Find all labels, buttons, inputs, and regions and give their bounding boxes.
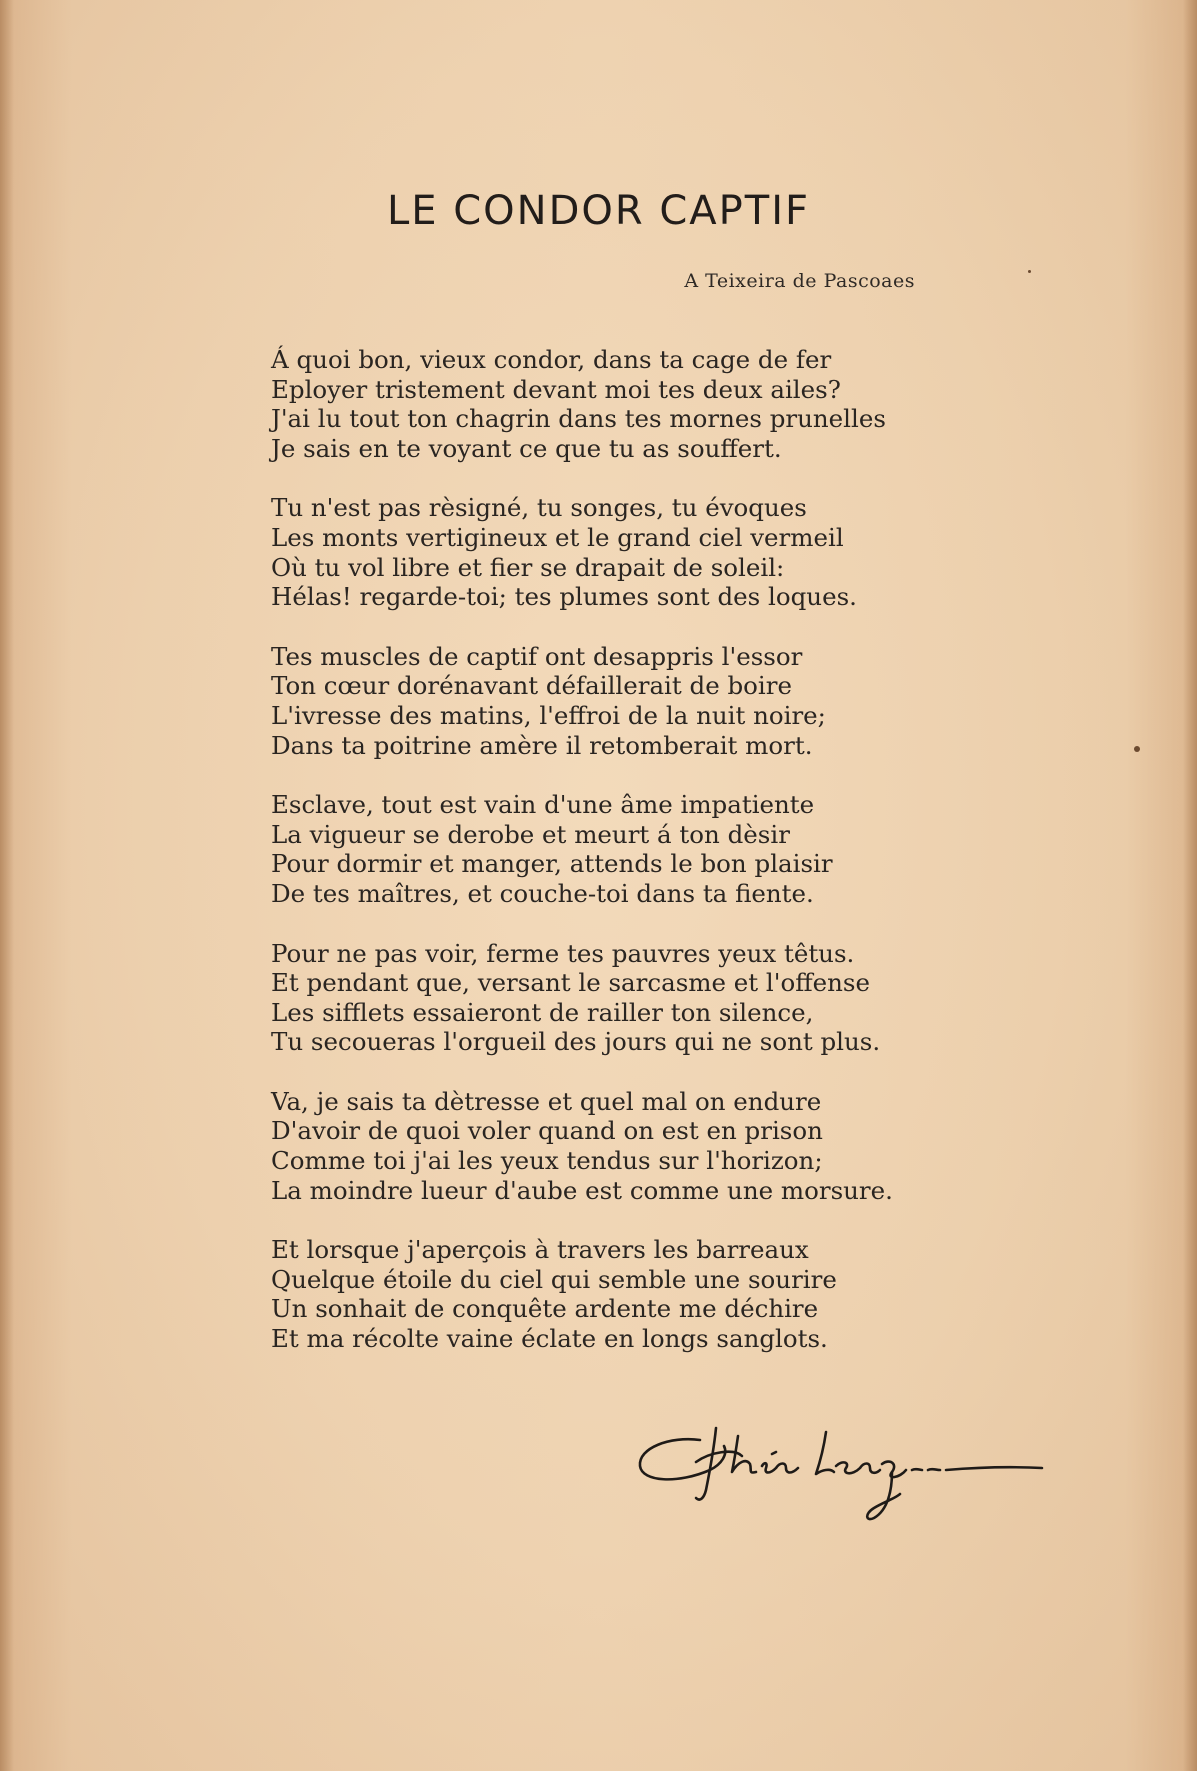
verse-line: La vigueur se derobe et meurt á ton dèsir — [271, 819, 790, 849]
verse-line: Pour dormir et manger, attends le bon plaisir — [271, 849, 833, 879]
verse-line: Et lorsque j'aperçois à travers les barreaux — [271, 1235, 809, 1265]
verse-line: L'ivresse des matins, l'effroi de la nuit noire; — [271, 700, 826, 730]
verse-line: Pour ne pas voir, ferme tes pauvres yeux têtus. — [271, 938, 855, 968]
stanza — [271, 1087, 971, 1205]
verse-line: Quelque étoile du ciel qui semble une sourire — [271, 1264, 837, 1294]
verse-line: Hélas! regarde-toi; tes plumes sont des loques. — [271, 582, 857, 612]
verse-line: Va, je sais ta dètresse et quel mal on endure — [271, 1086, 822, 1116]
verse-line: Et ma récolte vaine éclate en longs sanglots. — [271, 1324, 828, 1354]
stanza — [271, 642, 971, 760]
paper-speck — [1028, 270, 1031, 273]
poem-title: LE CONDOR CAPTIF — [386, 188, 811, 234]
stanza — [271, 939, 971, 1057]
verse-line: Et pendant que, versant le sarcasme et l'offense — [271, 968, 871, 998]
paper-speck — [1134, 746, 1140, 752]
stanza — [271, 790, 971, 908]
stanza — [271, 493, 971, 611]
handwritten-signature — [630, 1418, 1050, 1528]
verse-line: Un sonhait de conquête ardente me déchire — [271, 1294, 819, 1324]
page-edge-right — [1183, 0, 1197, 1771]
verse-line: Les monts vertigineux et le grand ciel vermeil — [271, 522, 844, 552]
verse-line: Je sais en te voyant ce que tu as souffert. — [271, 433, 782, 463]
verse-line: Eployer tristement devant moi tes deux ailes? — [271, 374, 841, 404]
poem-dedication: A Teixeira de Pascoaes — [684, 270, 915, 292]
verse-line: Tes muscles de captif ont desappris l'essor — [271, 641, 803, 671]
poem-body — [271, 345, 971, 1384]
verse-line: Esclave, tout est vain d'une âme impatiente — [271, 790, 815, 820]
stanza — [271, 345, 971, 463]
verse-line: Tu secoueras l'orgueil des jours qui ne sont plus. — [271, 1027, 881, 1057]
verse-line: Les sifflets essaieront de railler ton silence, — [271, 997, 814, 1027]
verse-line: Á quoi bon, vieux condor, dans ta cage de fer — [271, 345, 832, 374]
verse-line: Tu n'est pas rèsigné, tu songes, tu évoques — [271, 493, 807, 523]
verse-line: Où tu vol libre et fier se drapait de soleil: — [271, 552, 785, 582]
verse-line: De tes maîtres, et couche-toi dans ta fiente. — [271, 878, 814, 908]
verse-line: Comme toi j'ai les yeux tendus sur l'horizon; — [271, 1146, 823, 1176]
verse-line: La moindre lueur d'aube est comme une morsure. — [271, 1175, 893, 1205]
verse-line: J'ai lu tout ton chagrin dans tes mornes prunelles — [271, 404, 886, 434]
page-edge-left — [0, 0, 14, 1771]
verse-line: D'avoir de quoi voler quand on est en prison — [271, 1116, 823, 1146]
verse-line: Ton cœur dorénavant défaillerait de boire — [271, 671, 792, 701]
verse-line: Dans ta poitrine amère il retomberait mort. — [271, 730, 813, 760]
stanza — [271, 1235, 971, 1353]
